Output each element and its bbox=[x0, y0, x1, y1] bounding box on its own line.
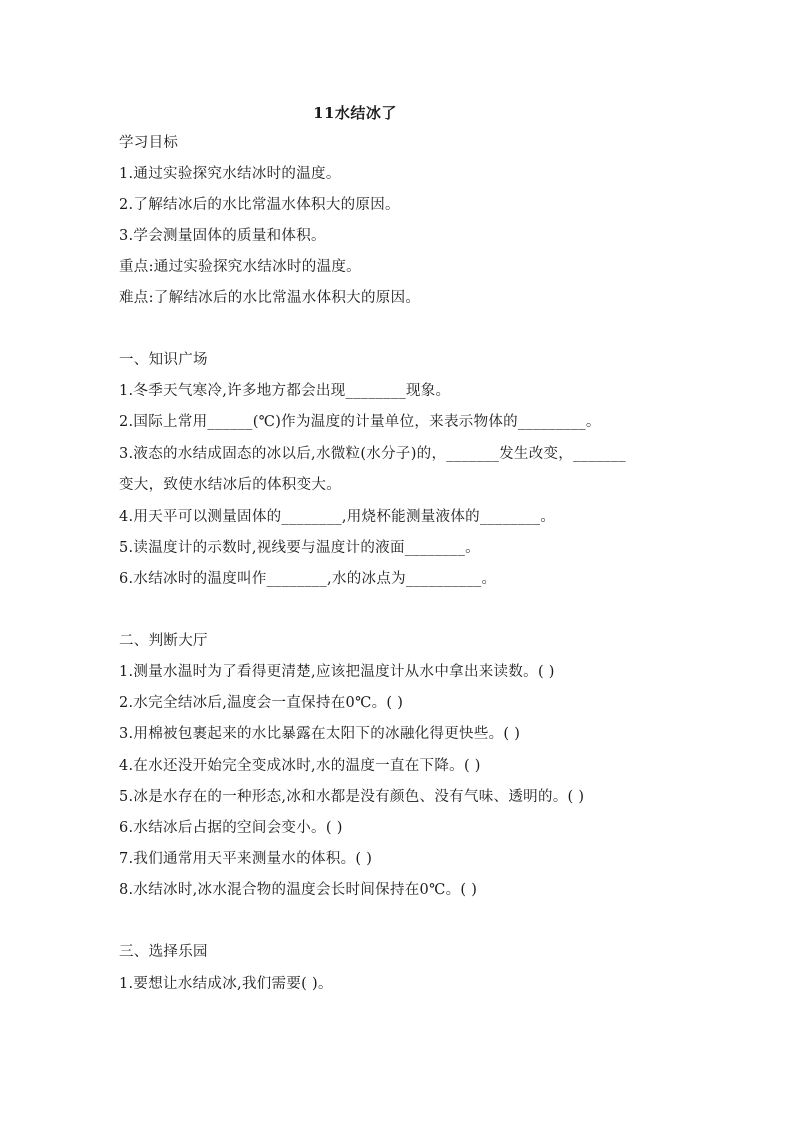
section2-heading: 二、判断大厅 bbox=[119, 633, 208, 649]
goal-item: 1.通过实验探究水结冰时的温度。 bbox=[119, 166, 341, 182]
fill-blank-question: 1.冬季天气寒冷,许多地方都会出现________现象。 bbox=[119, 383, 451, 399]
fill-blank-question: 2.国际上常用______(℃)作为温度的计量单位，来表示物体的_________。 bbox=[119, 414, 601, 430]
section3-heading: 三、选择乐园 bbox=[119, 944, 208, 960]
goal-item: 2.了解结冰后的水比常温水体积大的原因。 bbox=[119, 197, 400, 213]
true-false-question: 2.水完全结冰后,温度会一直保持在0℃。( ) bbox=[119, 695, 404, 711]
true-false-question: 1.测量水温时为了看得更清楚,应该把温度计从水中拿出来读数。( ) bbox=[119, 664, 555, 680]
fill-blank-question: 3.液态的水结成固态的冰以后,水微粒(水分子)的，_______发生改变，_______ bbox=[119, 446, 626, 462]
goal-item: 3.学会测量固体的质量和体积。 bbox=[119, 228, 326, 244]
true-false-question: 6.水结冰后占据的空间会变小。( ) bbox=[119, 820, 343, 836]
true-false-question: 7.我们通常用天平来测量水的体积。( ) bbox=[119, 851, 373, 867]
difficulty: 难点:了解结冰后的水比常温水体积大的原因。 bbox=[119, 290, 421, 306]
key-point: 重点:通过实验探究水结冰时的温度。 bbox=[119, 259, 361, 275]
fill-blank-question: 6.水结冰时的温度叫作________,水的冰点为__________。 bbox=[119, 571, 497, 587]
true-false-question: 8.水结冰时,冰水混合物的温度会长时间保持在0℃。( ) bbox=[119, 882, 478, 898]
true-false-question: 3.用棉被包裹起来的水比暴露在太阳下的冰融化得更快些。( ) bbox=[119, 726, 521, 742]
fill-blank-question: 4.用天平可以测量固体的________,用烧杯能测量液体的________。 bbox=[119, 509, 556, 525]
fill-blank-question-continued: 变大，致使水结冰后的体积变大。 bbox=[119, 477, 341, 493]
true-false-question: 5.冰是水存在的一种形态,冰和水都是没有颜色、没有气味、透明的。( ) bbox=[119, 789, 585, 805]
goals-heading: 学习目标 bbox=[119, 135, 179, 151]
fill-blank-question: 5.读温度计的示数时,视线要与温度计的液面________。 bbox=[119, 540, 480, 556]
section1-heading: 一、知识广场 bbox=[119, 352, 208, 368]
true-false-question: 4.在水还没开始完全变成冰时,水的温度一直在下降。( ) bbox=[119, 758, 481, 774]
choice-question: 1.要想让水结成冰,我们需要( )。 bbox=[119, 976, 333, 992]
page-title: 11水结冰了 bbox=[313, 104, 397, 122]
